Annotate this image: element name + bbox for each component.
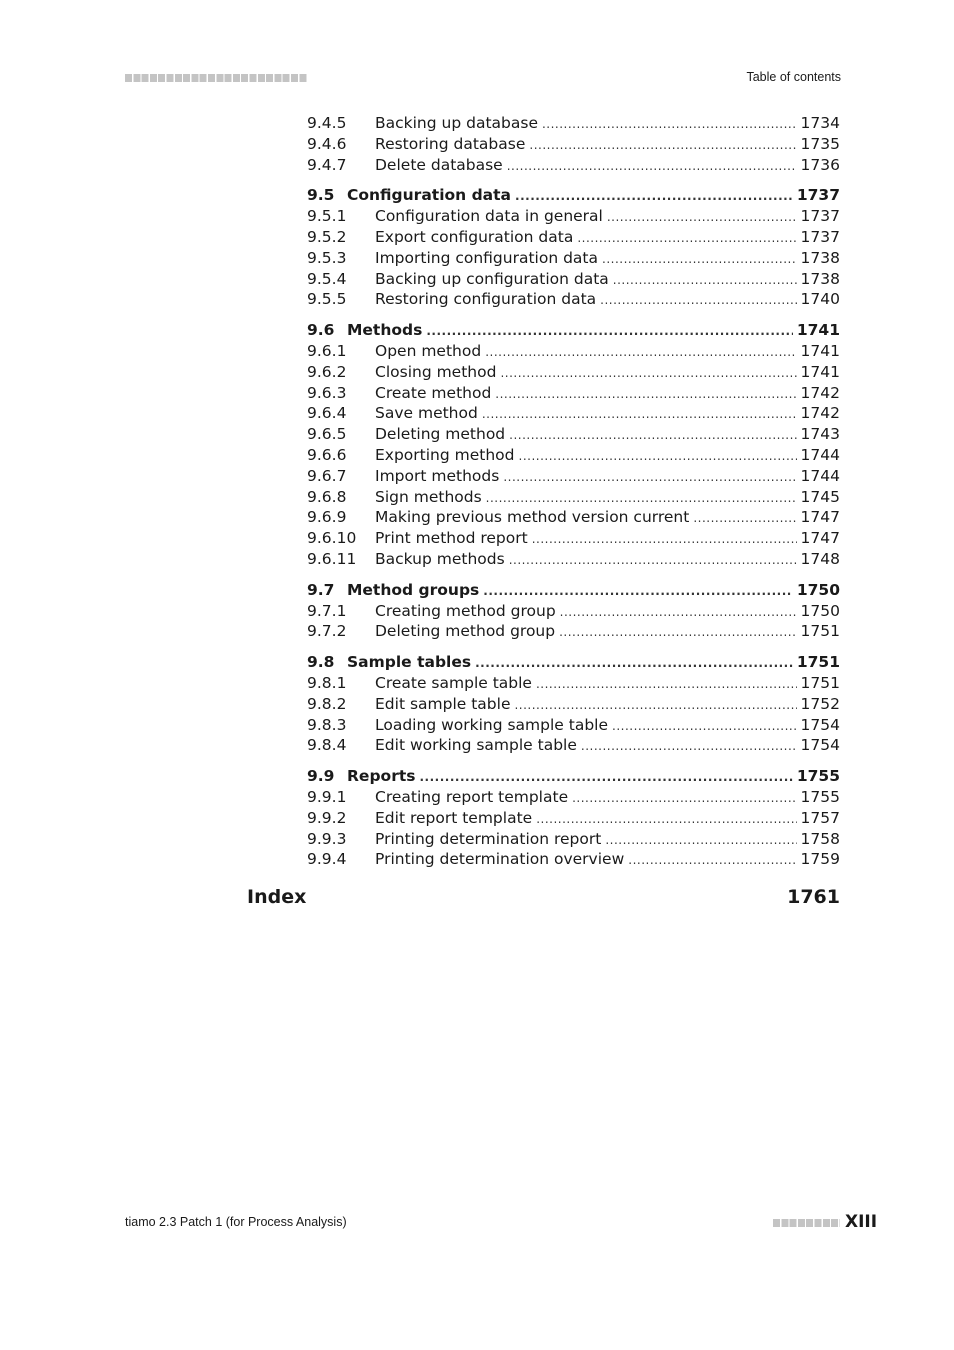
dot-leader	[507, 156, 797, 177]
toc-entry[interactable]	[307, 507, 840, 528]
toc-entry-number: 9.6.7	[307, 466, 347, 485]
toc-entry-number: 9.6.9	[307, 508, 347, 527]
dot-leader	[482, 404, 797, 425]
toc-section-heading[interactable]	[307, 766, 840, 787]
dot-leader	[503, 467, 796, 488]
toc-entry-page: 1741	[800, 362, 840, 381]
dot-leader	[542, 114, 797, 135]
toc-entry-title: Open method	[375, 341, 482, 360]
dot-leader	[600, 290, 796, 311]
dot-leader	[628, 850, 796, 871]
toc-entry-title: Reports	[347, 767, 416, 786]
table-of-contents	[307, 113, 840, 880]
toc-entry-title: Save method	[375, 404, 478, 423]
dot-leader	[572, 788, 796, 809]
toc-entry-title: Printing determination report	[375, 829, 602, 848]
toc-entry-page: 1744	[800, 445, 840, 464]
dot-leader	[607, 207, 797, 228]
toc-entry-title: Import methods	[375, 466, 500, 485]
toc-entry-title: Print method report	[375, 529, 528, 548]
toc-entry-page: 1752	[800, 694, 840, 713]
toc-entry[interactable]	[307, 673, 840, 694]
toc-section	[307, 185, 840, 310]
toc-entry-number: 9.8.4	[307, 736, 347, 755]
toc-entry-title: Export configuration data	[375, 227, 574, 246]
dot-leader	[532, 529, 797, 550]
toc-entry[interactable]	[307, 735, 840, 756]
toc-entry-page: 1738	[800, 269, 840, 288]
toc-section-heading[interactable]	[307, 320, 840, 341]
toc-entry-page: 1754	[800, 715, 840, 734]
toc-entry-number: 9.8.1	[307, 673, 347, 692]
index-entry[interactable]	[247, 886, 840, 908]
toc-entry-page: 1758	[800, 829, 840, 848]
toc-entry-page: 1750	[800, 601, 840, 620]
toc-entry-number: 9.9.4	[307, 850, 347, 869]
toc-entry-title: Deleting method	[375, 425, 506, 444]
toc-entry-title: Restoring configuration data	[375, 290, 597, 309]
toc-entry-page: 1747	[800, 529, 840, 548]
dot-leader	[483, 581, 793, 602]
toc-entry[interactable]	[307, 787, 840, 808]
dot-leader	[612, 716, 797, 737]
toc-entry-page: 1740	[800, 290, 840, 309]
toc-entry-title: Backup methods	[375, 549, 505, 568]
toc-entry-page: 1750	[796, 580, 840, 599]
dot-leader	[509, 550, 797, 571]
toc-section-heading[interactable]	[307, 185, 840, 206]
toc-entry-page: 1737	[800, 207, 840, 226]
toc-entry-page: 1742	[800, 404, 840, 423]
dot-leader	[485, 342, 796, 363]
toc-entry[interactable]	[307, 248, 840, 269]
toc-entry-title: Method groups	[347, 580, 480, 599]
toc-entry-page: 1737	[796, 186, 840, 205]
toc-entry-page: 1754	[800, 736, 840, 755]
toc-entry[interactable]	[307, 549, 840, 570]
toc-section	[307, 652, 840, 756]
toc-entry[interactable]	[307, 487, 840, 508]
header-title: Table of contents	[746, 70, 841, 84]
toc-entry-title: Sample tables	[347, 653, 472, 672]
toc-entry[interactable]	[307, 134, 840, 155]
toc-entry[interactable]	[307, 341, 840, 362]
toc-entry-number: 9.6.1	[307, 341, 347, 360]
dot-leader	[602, 249, 797, 270]
toc-section-heading[interactable]	[307, 580, 840, 601]
toc-entry[interactable]	[307, 269, 840, 290]
toc-entry[interactable]	[307, 829, 840, 850]
toc-entry-number: 9.4.7	[307, 155, 347, 174]
toc-entry[interactable]	[307, 621, 840, 642]
dot-leader	[419, 767, 792, 788]
toc-entry-page: 1741	[796, 321, 840, 340]
dot-leader	[519, 446, 797, 467]
toc-entry[interactable]	[307, 289, 840, 310]
toc-entry-number: 9.8.2	[307, 694, 347, 713]
toc-entry-page: 1734	[800, 114, 840, 132]
toc-entry[interactable]	[307, 227, 840, 248]
toc-section	[307, 320, 840, 570]
toc-section-heading[interactable]	[307, 652, 840, 673]
header-decoration	[125, 74, 307, 82]
toc-entry[interactable]	[307, 466, 840, 487]
toc-entry-page: 1751	[800, 622, 840, 641]
dot-leader	[559, 622, 796, 643]
toc-entry-title: Creating method group	[375, 601, 556, 620]
toc-entry-number: 9.5.4	[307, 269, 347, 288]
toc-entry-number: 9.6.10	[307, 529, 357, 548]
dot-leader	[605, 830, 796, 851]
toc-entry-page: 1738	[800, 248, 840, 267]
toc-entry-title: Restoring database	[375, 134, 526, 153]
toc-entry-number: 9.7	[307, 580, 335, 599]
toc-entry-title: Backing up configuration data	[375, 269, 609, 288]
toc-entry-page: 1745	[800, 487, 840, 506]
toc-entry-number: 9.5.2	[307, 227, 347, 246]
dot-leader	[515, 186, 793, 207]
toc-entry-title: Backing up database	[375, 114, 538, 132]
dot-leader	[509, 425, 796, 446]
toc-entry[interactable]	[307, 113, 840, 134]
toc-entry-page: 1755	[800, 787, 840, 806]
toc-entry[interactable]	[307, 206, 840, 227]
toc-entry-title: Edit sample table	[375, 694, 511, 713]
toc-entry-page: 1759	[800, 850, 840, 869]
toc-entry-page: 1751	[800, 673, 840, 692]
toc-entry-title: Printing determination overview	[375, 850, 625, 869]
toc-entry-title: Edit working sample table	[375, 736, 577, 755]
toc-entry-title: Importing configuration data	[375, 248, 598, 267]
dot-leader	[613, 270, 797, 291]
dot-leader	[581, 736, 797, 757]
footer-decoration	[773, 1219, 840, 1227]
toc-entry-page: 1742	[800, 383, 840, 402]
index-title: Index	[247, 886, 307, 908]
toc-entry-number: 9.6.5	[307, 425, 347, 444]
dot-leader	[486, 488, 797, 509]
toc-entry[interactable]	[307, 403, 840, 424]
dot-leader	[475, 653, 793, 674]
toc-entry-number: 9.8.3	[307, 715, 347, 734]
toc-entry-title: Configuration data in general	[375, 207, 603, 226]
toc-entry-number: 9.9.2	[307, 808, 347, 827]
toc-entry-page: 1748	[800, 549, 840, 568]
toc-section	[307, 766, 840, 870]
toc-entry-number: 9.9	[307, 767, 335, 786]
toc-entry-number: 9.5.1	[307, 207, 347, 226]
toc-entry-number: 9.6.8	[307, 487, 347, 506]
toc-entry-page: 1757	[800, 808, 840, 827]
dot-leader	[529, 135, 796, 156]
toc-entry-title: Creating report template	[375, 787, 569, 806]
toc-entry-number: 9.4.6	[307, 134, 347, 153]
toc-entry[interactable]	[307, 445, 840, 466]
toc-entry-number: 9.9.3	[307, 829, 347, 848]
dot-leader	[514, 695, 796, 716]
toc-entry-number: 9.5.3	[307, 248, 347, 267]
toc-entry-page: 1743	[800, 425, 840, 444]
toc-section	[307, 113, 840, 175]
toc-entry-number: 9.6	[307, 321, 335, 340]
toc-entry-title: Create method	[375, 383, 492, 402]
toc-entry-page: 1741	[800, 341, 840, 360]
toc-entry-title: Loading working sample table	[375, 715, 609, 734]
toc-entry[interactable]	[307, 694, 840, 715]
toc-entry-number: 9.8	[307, 653, 335, 672]
toc-entry-page: 1736	[800, 155, 840, 174]
toc-entry-title: Delete database	[375, 155, 503, 174]
toc-entry-number: 9.4.5	[307, 114, 347, 132]
toc-entry-title: Deleting method group	[375, 622, 556, 641]
toc-entry-number: 9.7.1	[307, 601, 347, 620]
toc-entry-page: 1735	[800, 134, 840, 153]
toc-entry-title: Create sample table	[375, 673, 532, 692]
dot-leader	[560, 602, 797, 623]
toc-entry-number: 9.6.11	[307, 549, 357, 568]
toc-entry-title: Making previous method version current	[375, 508, 690, 527]
toc-section	[307, 580, 840, 642]
toc-entry-page: 1751	[796, 653, 840, 672]
toc-entry[interactable]	[307, 849, 840, 870]
toc-entry-title: Configuration data	[347, 186, 512, 205]
toc-entry[interactable]	[307, 362, 840, 383]
toc-entry-number: 9.6.6	[307, 445, 347, 464]
dot-leader	[500, 363, 796, 384]
toc-entry-title: Methods	[347, 321, 423, 340]
toc-entry[interactable]	[307, 808, 840, 829]
toc-entry-number: 9.6.3	[307, 383, 347, 402]
toc-entry-number: 9.7.2	[307, 622, 347, 641]
toc-entry-number: 9.5	[307, 186, 335, 205]
footer-product: tiamo 2.3 Patch 1 (for Process Analysis)	[125, 1215, 347, 1229]
toc-entry-title: Edit report template	[375, 808, 533, 827]
toc-entry[interactable]	[307, 383, 840, 404]
toc-entry-number: 9.6.2	[307, 362, 347, 381]
toc-entry[interactable]	[307, 155, 840, 176]
dot-leader	[693, 508, 796, 529]
toc-entry-page: 1737	[800, 227, 840, 246]
toc-entry-number: 9.9.1	[307, 787, 347, 806]
toc-entry-title: Closing method	[375, 362, 497, 381]
toc-entry-title: Sign methods	[375, 487, 482, 506]
dot-leader	[577, 228, 796, 249]
dot-leader	[536, 809, 796, 830]
toc-entry-page: 1747	[800, 508, 840, 527]
index-page: 1761	[787, 886, 840, 908]
toc-entry-page: 1744	[800, 466, 840, 485]
toc-entry[interactable]	[307, 528, 840, 549]
toc-entry-title: Exporting method	[375, 445, 515, 464]
dot-leader	[426, 321, 793, 342]
toc-entry[interactable]	[307, 715, 840, 736]
dot-leader	[495, 384, 796, 405]
toc-entry[interactable]	[307, 424, 840, 445]
toc-entry[interactable]	[307, 601, 840, 622]
footer-page-number: XIII	[845, 1212, 878, 1232]
toc-entry-number: 9.6.4	[307, 404, 347, 423]
toc-entry-number: 9.5.5	[307, 290, 347, 309]
dot-leader	[536, 674, 797, 695]
toc-entry-page: 1755	[796, 767, 840, 786]
